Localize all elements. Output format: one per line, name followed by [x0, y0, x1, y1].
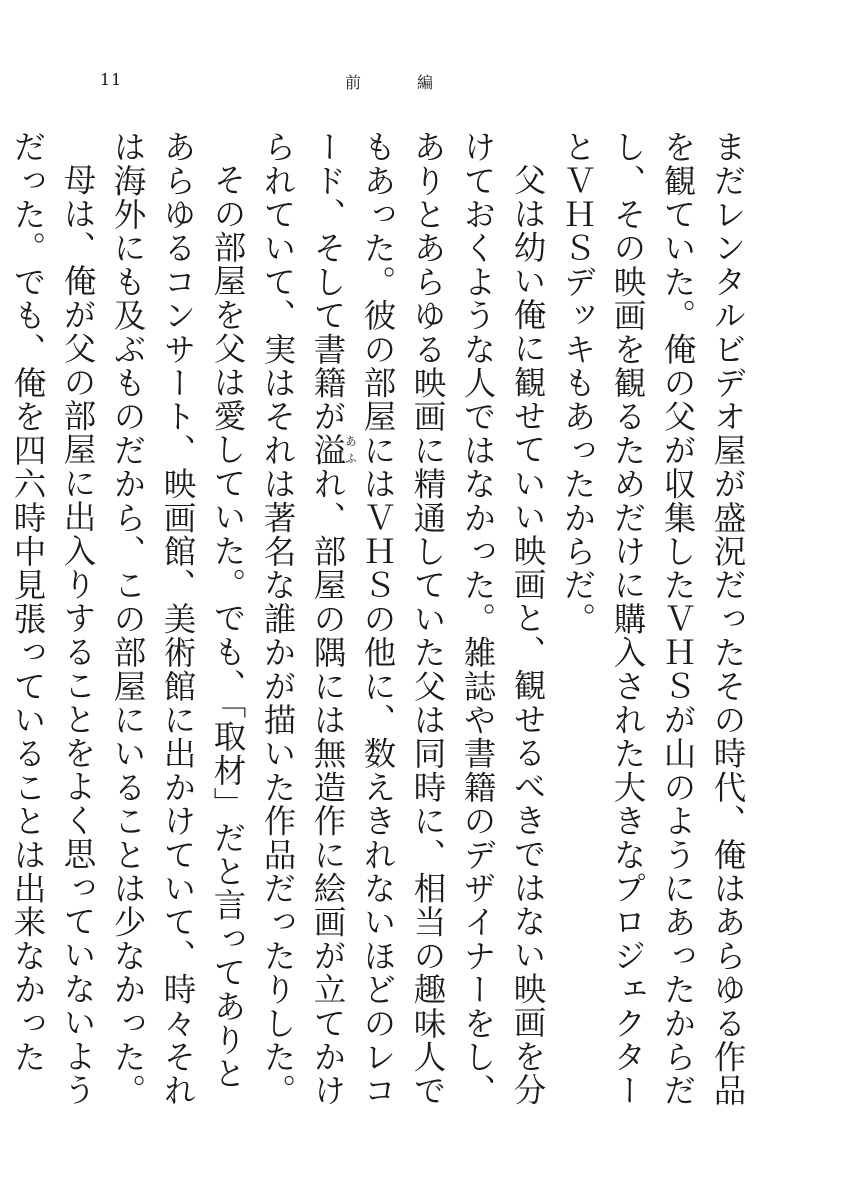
- paragraph: [0, 130, 103, 1115]
- page-number: 11: [100, 70, 123, 89]
- text-segment: 母は、俺が父の部屋に出入りすることをよく思っていないようだった。でも、俺を四六時中見張っていることは出来なかった: [9, 130, 97, 1107]
- ruby-reading: あふ: [344, 433, 358, 468]
- body-text: [9, 130, 753, 1115]
- running-head: 前編: [345, 73, 490, 92]
- paragraph: [253, 130, 553, 1115]
- paragraph: [103, 130, 253, 1115]
- ruby-annotation: [309, 433, 358, 468]
- ruby-base: 溢: [309, 433, 347, 468]
- paragraph: [553, 130, 753, 1115]
- text-segment: れ、部屋の隅には無造作に絵画が立てかけられていて、実はそれは著名な誰かが描いた作品だったりした。: [259, 130, 347, 1108]
- text-segment: その部屋を父は愛していた。でも、「取材」だと言ってありとあらゆるコンサート、映画館、美術館に出かけていて、時々それは海外にも及ぶものだから、この部屋にいることは少なかった。: [109, 130, 247, 1108]
- text-segment: 父は幼い俺に観せていい映画と、観せるべきではない映画を分けておくような人ではなかった。雑誌や書籍のデザイナーをし、ありとあらゆる映画に精通していた父は同時に、相当の趣味人でもあった。彼の部屋にはＶＨＳの他に、数えきれないほどのレコード、そして書籍が: [309, 130, 547, 1108]
- text-segment: まだレンタルビデオ屋が盛況だったその時代、俺はあらゆる作品を観ていた。俺の父が収集したＶＨＳが山のようにあったからだし、その映画を観るためだけに購入された大きなプロジェクターとＶＨＳデッキもあったからだ。: [559, 130, 747, 1108]
